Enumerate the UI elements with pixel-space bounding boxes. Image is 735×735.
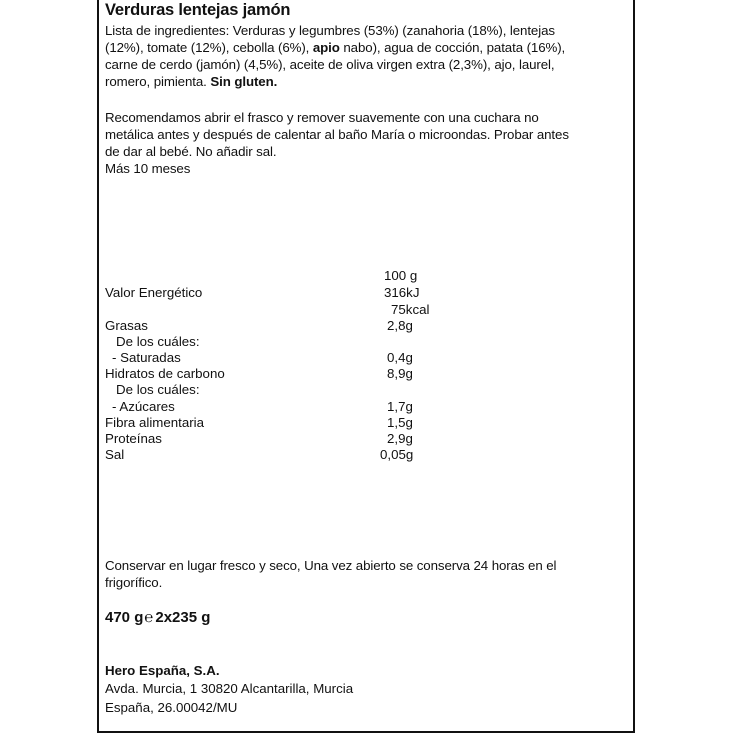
nutrient-label-fibre: Fibra alimentaria: [105, 415, 205, 430]
energy-label: Valor Energético: [105, 285, 203, 300]
net-weight-value: 470 g: [105, 609, 144, 626]
nutrient-value-sugars: 1,7g: [387, 399, 413, 414]
unit-weights: 2x235 g: [155, 609, 211, 626]
nutrient-label-saturates: - Saturadas: [112, 350, 181, 365]
nutrient-value-protein: 2,9g: [387, 431, 413, 446]
nutrition-per-label: 100 g: [384, 268, 418, 283]
company-address: Avda. Murcia, 1 30820 Alcantarilla, Murcia: [105, 681, 354, 696]
company-name: Hero España, S.A.: [105, 663, 220, 678]
estimated-sign-icon: ℮: [144, 609, 154, 626]
nutrient-value-saturates: 0,4g: [387, 350, 413, 365]
nutrient-value-carbohydrates: 8,9g: [387, 366, 413, 381]
storage-line-2: frigorífico.: [105, 575, 163, 590]
ingredients-line-2-pre: (12%), tomate (12%), cebolla (6%),: [105, 40, 313, 55]
gluten-free-note: Sin gluten.: [210, 74, 278, 89]
ingredients-line-1: Lista de ingredientes: Verduras y legumbres (53%) (zanahoria (18%), lentejas: [105, 23, 555, 38]
ingredients-line-4-pre: romero, pimienta.: [105, 74, 211, 89]
product-title: Verduras lentejas jamón: [105, 1, 291, 19]
instructions-line-1: Recomendamos abrir el frasco y remover suavemente con una cuchara no: [105, 110, 539, 125]
instructions-line-3: de dar al bebé. No añadir sal.: [105, 144, 277, 159]
ingredients-line-2-post: nabo), agua de cocción, patata (16%),: [339, 40, 566, 55]
storage-line-1: Conservar en lugar fresco y seco, Una vez abierto se conserva 24 horas en el: [105, 558, 557, 573]
energy-kj: 316kJ: [384, 285, 420, 300]
nutrient-label-carbohydrates: Hidratos de carbono: [105, 366, 225, 381]
nutrient-label-of-which-1: De los cuáles:: [116, 334, 200, 349]
nutrient-label-protein: Proteínas: [105, 431, 162, 446]
instructions-line-2: metálica antes y después de calentar al baño María o microondas. Probar antes: [105, 127, 569, 142]
age-recommendation: Más 10 meses: [105, 161, 191, 176]
nutrient-label-salt: Sal: [105, 447, 125, 462]
ingredients-allergen: apio: [312, 40, 340, 55]
ingredients-line-3: carne de cerdo (jamón) (4,5%), aceite de oliva virgen extra (2,3%), ajo, laurel,: [105, 57, 555, 72]
company-country-registry: España, 26.00042/MU: [105, 700, 238, 715]
nutrient-label-sugars: - Azúcares: [112, 399, 175, 414]
ingredients-line-4: [105, 74, 277, 90]
nutrient-label-fat: Grasas: [105, 318, 148, 333]
nutrient-label-of-which-2: De los cuáles:: [116, 382, 200, 397]
ingredients-line-2: [105, 40, 565, 56]
energy-kcal: 75kcal: [391, 302, 430, 317]
nutrient-value-fat: 2,8g: [387, 318, 413, 333]
net-weight: [105, 609, 210, 626]
nutrient-value-salt: 0,05g: [380, 447, 414, 462]
nutrient-value-fibre: 1,5g: [387, 415, 413, 430]
